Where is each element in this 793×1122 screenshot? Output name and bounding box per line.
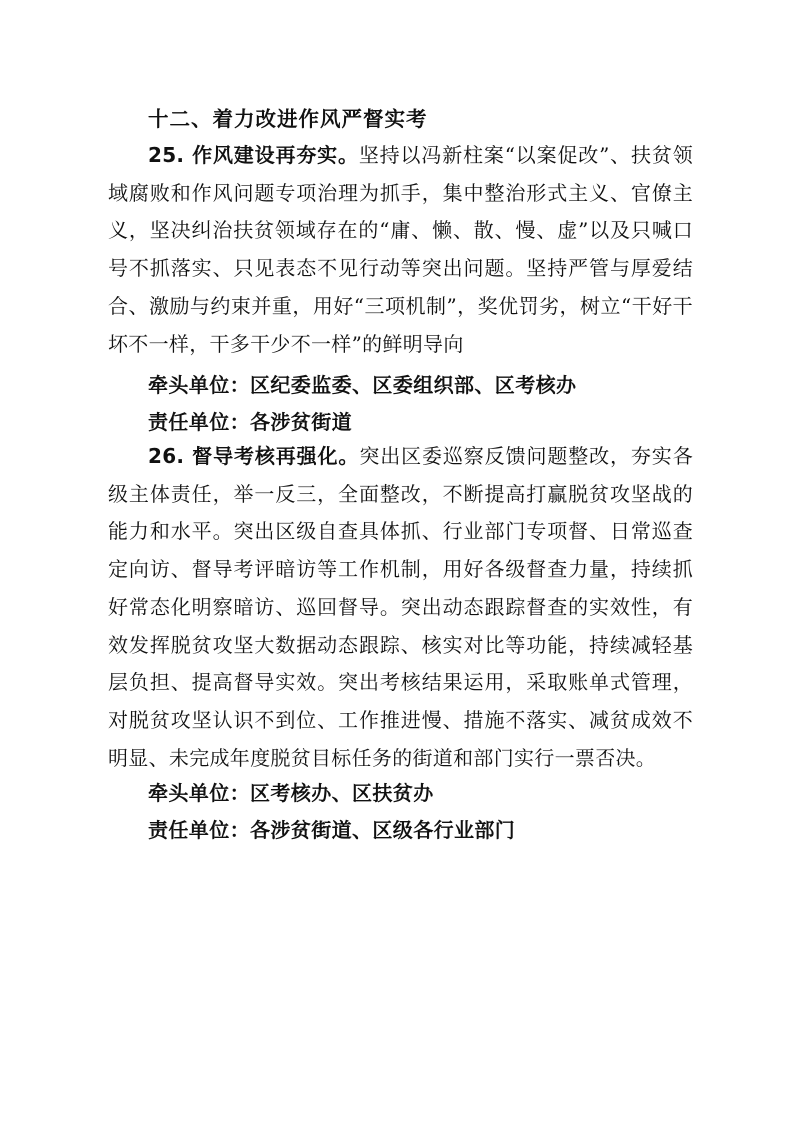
item-25-paragraph [108,137,693,363]
item-26-resp-unit-label: 责任单位： [148,818,250,842]
item-26-paragraph [108,438,693,777]
item-26-lead-unit [148,778,434,808]
item-25-lead-unit-label: 牵头单位： [148,373,250,397]
item-25-lead-unit [148,370,576,400]
item-26-lead-unit-label: 牵头单位： [148,781,250,805]
section-heading: 十二、着力改进作风严督实考 [148,107,428,131]
item-25-body: 坚持以冯新柱案“以案促改”、扶贫领域腐败和作风问题专项治理为抓手，集中整治形式主义、官僚主义，坚决纠治扶贫领域存在的“庸、懒、散、慢、虚”以及只喊口号不抓落实、只见表态不见行动等突出问题。坚持严管与厚爱结合、激励与约束并重，用好“三项机制”，奖优罚劣，树立“干好干坏不一样，干多干少不一样”的鲜明导向 [108,143,693,356]
item-25-lead-unit-value: 区纪委监委、区委组织部、区考核办 [250,373,577,397]
item-26-resp-unit-value: 各涉贫街道、区级各行业部门 [250,818,516,842]
item-25-lead: 25. 作风建设再夯实。 [148,143,359,167]
item-26-body: 突出区委巡察反馈问题整改，夯实各级主体责任，举一反三，全面整改，不断提高打赢脱贫攻坚战的能力和水平。突出区级自查具体抓、行业部门专项督、日常巡查定向访、督导考评暗访等工作机制，用好各级督查力量，持续抓好常态化明察暗访、巡回督导。突出动态跟踪督查的实效性，有效发挥脱贫攻坚大数据动态跟踪、核实对比等功能，持续减轻基层负担、提高督导实效。突出考核结果运用，采取账单式管理，对脱贫攻坚认识不到位、工作推进慢、措施不落实、减贫成效不明显、未完成年度脱贫目标任务的街道和部门实行一票否决。 [108,444,693,770]
item-26-lead: 26. 督导考核再强化。 [148,444,360,468]
item-25-resp-unit-value: 各涉贫街道 [250,410,352,434]
item-25-resp-unit [148,407,352,437]
item-26-resp-unit [148,815,515,845]
item-26-lead-unit-value: 区考核办、区扶贫办 [250,781,434,805]
item-25-resp-unit-label: 责任单位： [148,410,250,434]
